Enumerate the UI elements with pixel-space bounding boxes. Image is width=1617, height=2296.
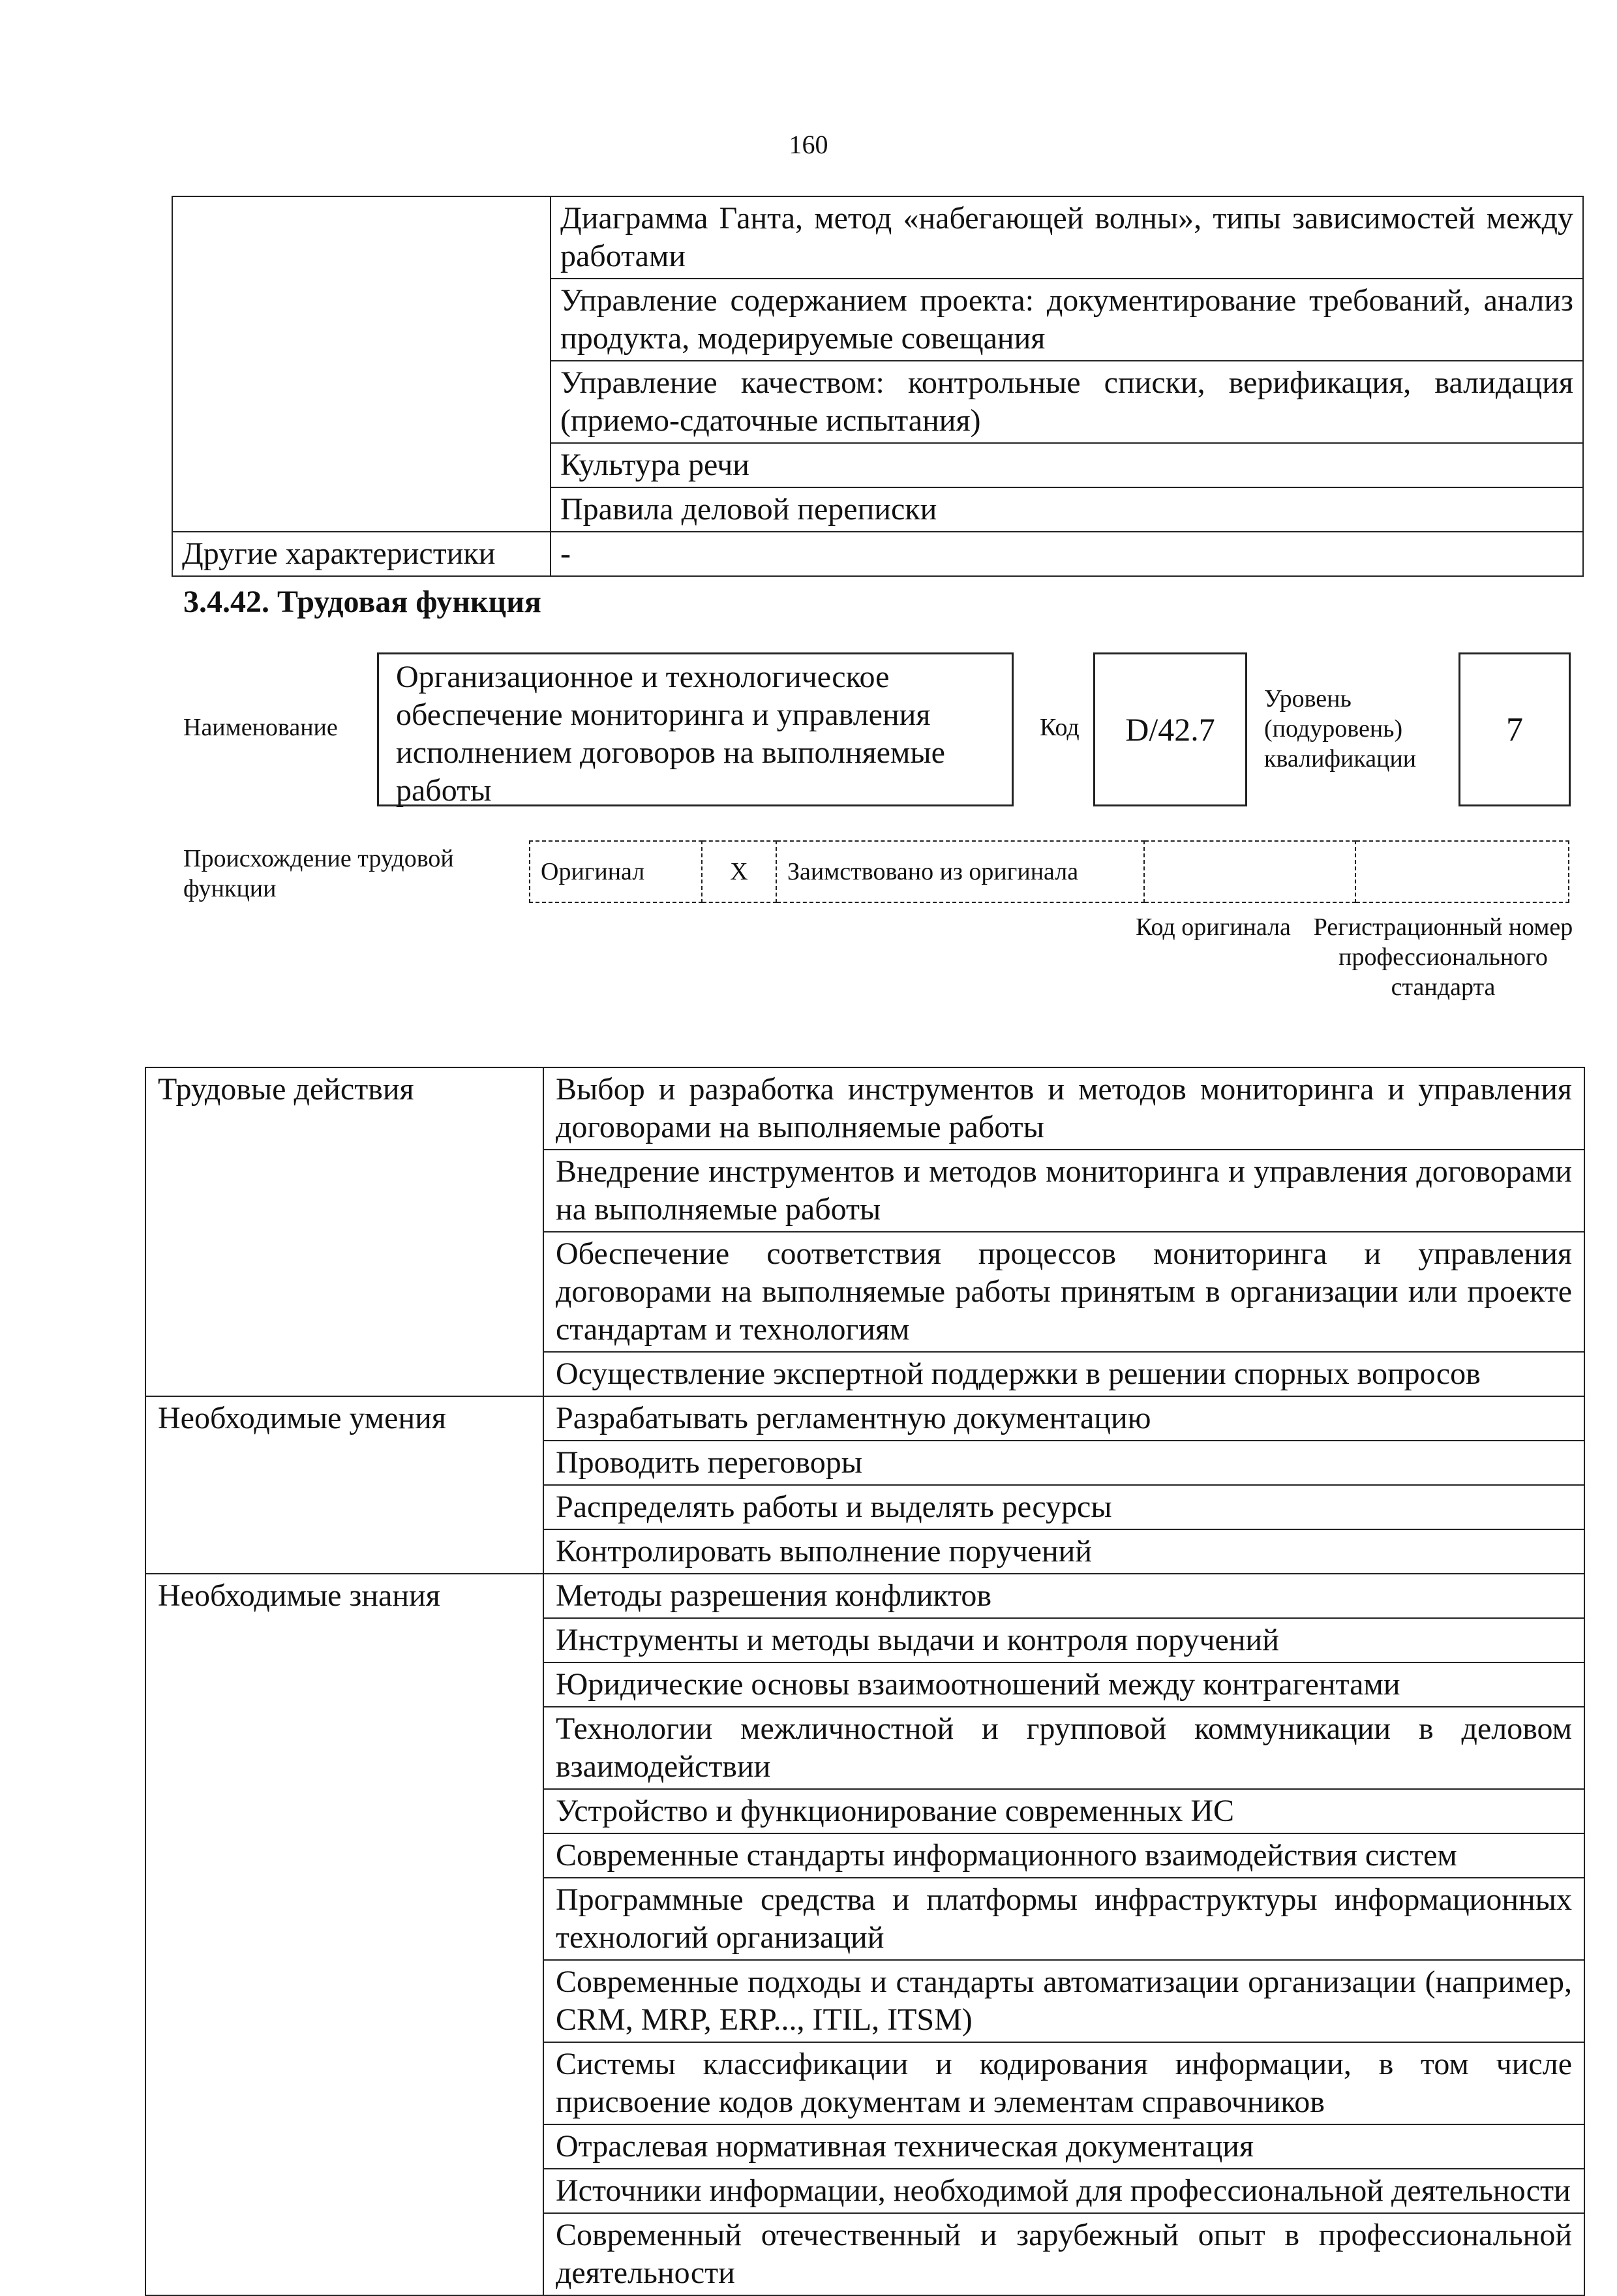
list-item: Внедрение инструментов и методов мониторинга и управления договорами на выполняемые работы	[543, 1150, 1584, 1232]
list-item: Методы разрешения конфликтов	[543, 1574, 1584, 1618]
table-row	[172, 532, 1583, 576]
original-mark: X	[702, 841, 776, 902]
table-row	[145, 1574, 1584, 1618]
list-item: Современные подходы и стандарты автоматизации организации (например, CRM, MRP, ERP..., ITIL, ITSM)	[543, 1960, 1584, 2042]
borrowed-label: Заимствовано из оригинала	[776, 841, 1144, 902]
origin-table	[529, 840, 1569, 903]
group-title: Трудовые действия	[145, 1067, 543, 1396]
list-item: Выбор и разработка инструментов и методов мониторинга и управления договорами на выполняемые работы	[543, 1067, 1584, 1150]
list-item: Системы классификации и кодирования информации, в том числе присвоение кодов документам и элементам справочников	[543, 2042, 1584, 2124]
table-row	[145, 1067, 1584, 1150]
list-item: Проводить переговоры	[543, 1441, 1584, 1485]
group-title: Необходимые знания	[145, 1574, 543, 2295]
table-cell-right: -	[551, 532, 1583, 576]
code-caption: Код оригинала	[1136, 913, 1291, 941]
list-item: Современные стандарты информационного взаимодействия систем	[543, 1833, 1584, 1878]
level-box: 7	[1458, 652, 1571, 806]
main-table	[145, 1067, 1585, 2296]
list-item: Распределять работы и выделять ресурсы	[543, 1485, 1584, 1529]
registration-caption: Регистрационный номер профессионального стандарта	[1313, 913, 1573, 1001]
registration-number-cell	[1355, 841, 1569, 902]
top-continuation-table	[172, 196, 1584, 577]
original-label: Оригинал	[530, 841, 702, 902]
code-label: Код	[1040, 714, 1080, 741]
list-item: Источники информации, необходимой для профессиональной деятельности	[543, 2169, 1584, 2213]
original-code-cell	[1144, 841, 1355, 902]
section-title: 3.4.42. Трудовая функция	[183, 585, 541, 619]
table-cell-right: Управление качеством: контрольные списки, верификация, валидация (приемо-сдаточные испытания)	[551, 361, 1583, 443]
table-row	[172, 196, 1583, 279]
page-number: 160	[789, 130, 828, 159]
code-box: D/42.7	[1093, 652, 1247, 806]
table-cell-left: Другие характеристики	[172, 532, 551, 576]
table-row	[530, 841, 1569, 902]
list-item: Контролировать выполнение поручений	[543, 1529, 1584, 1574]
list-item: Программные средства и платформы инфраструктуры информационных технологий организаций	[543, 1878, 1584, 1960]
table-cell-right: Правила деловой переписки	[551, 487, 1583, 532]
list-item: Современный отечественный и зарубежный опыт в профессиональной деятельности	[543, 2213, 1584, 2295]
table-cell-left	[172, 196, 551, 532]
list-item: Устройство и функционирование современных ИС	[543, 1789, 1584, 1833]
list-item: Осуществление экспертной поддержки в решении спорных вопросов	[543, 1352, 1584, 1396]
list-item: Инструменты и методы выдачи и контроля поручений	[543, 1618, 1584, 1662]
group-title: Необходимые умения	[145, 1396, 543, 1574]
origin-label: Происхождение трудовой функции	[183, 845, 454, 902]
list-item: Обеспечение соответствия процессов мониторинга и управления договорами на выполняемые работы принятым в организации или проекте стандартам и технологиям	[543, 1232, 1584, 1352]
table-cell-right: Диаграмма Ганта, метод «набегающей волны», типы зависимостей между работами	[551, 196, 1583, 279]
function-name-box: Организационное и технологическое обеспечение мониторинга и управления исполнением договоров на выполняемые работы	[377, 652, 1014, 806]
list-item: Юридические основы взаимоотношений между контрагентами	[543, 1662, 1584, 1707]
name-label: Наименование	[183, 714, 338, 741]
list-item: Технологии межличностной и групповой коммуникации в деловом взаимодействии	[543, 1707, 1584, 1789]
table-row	[145, 1396, 1584, 1441]
list-item: Разрабатывать регламентную документацию	[543, 1396, 1584, 1441]
table-cell-right: Культура речи	[551, 443, 1583, 487]
level-label: Уровень (подуровень) квалификации	[1264, 685, 1417, 773]
list-item: Отраслевая нормативная техническая документация	[543, 2124, 1584, 2169]
table-cell-right: Управление содержанием проекта: документирование требований, анализ продукта, модерируемые совещания	[551, 279, 1583, 361]
